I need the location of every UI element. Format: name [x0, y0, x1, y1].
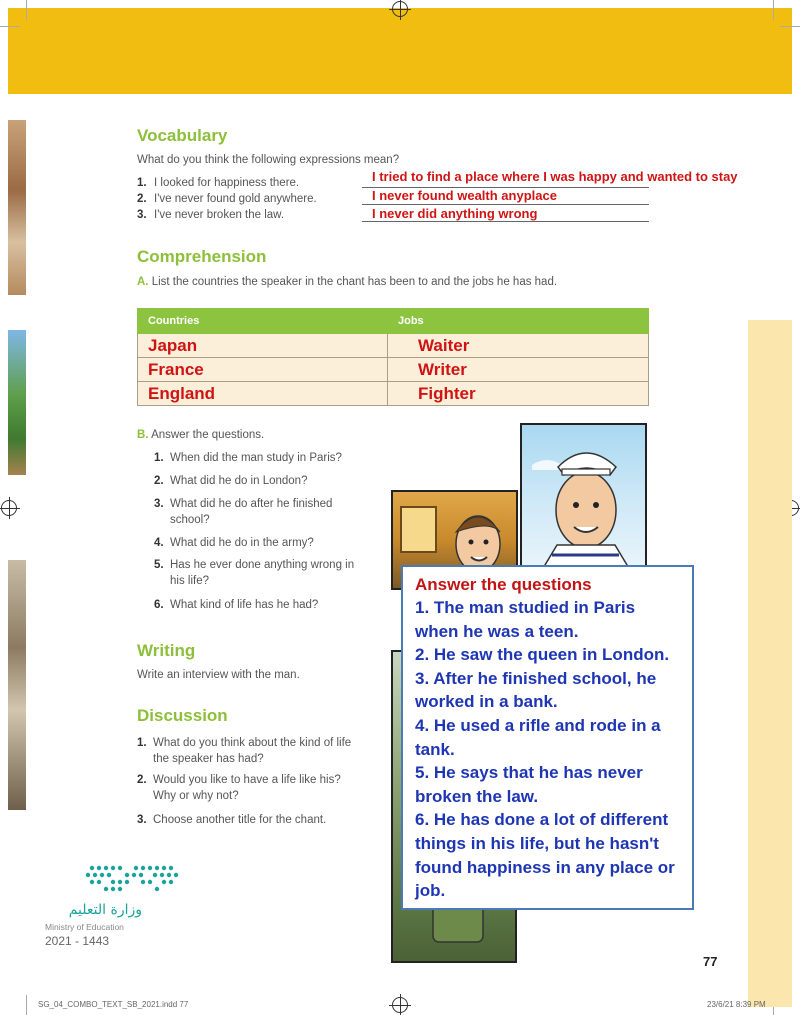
part-a-text: List the countries the speaker in the chant has been to and the jobs he has had. [151, 276, 558, 288]
header-banner [8, 8, 792, 94]
vocab-answer: I never did anything wrong [372, 206, 538, 221]
page-number: 77 [703, 954, 718, 969]
item-number: 4. [154, 537, 164, 549]
writing-heading: Writing [137, 641, 196, 660]
crop-mark [26, 995, 27, 1015]
answer-box-title: Answer the questions [415, 575, 592, 594]
comic-panel-sailor [520, 423, 647, 568]
question-item [154, 450, 342, 466]
answer-line-text: worked in a bank. [415, 692, 558, 712]
question-item [154, 496, 332, 528]
item-number: 1. [137, 737, 147, 749]
answer-line-text: 2. He saw the queen in London. [415, 645, 670, 665]
answer-line-text: things in his life, but he hasn't [415, 833, 659, 853]
registration-mark-icon [392, 997, 408, 1013]
country-cell: England [138, 382, 388, 406]
question-text: Has he ever done anything wrong in [170, 559, 355, 571]
question-text: When did the man study in Paris? [170, 452, 342, 464]
question-text: What did he do in the army? [170, 537, 314, 549]
answer-line-text: tank. [415, 739, 455, 759]
country-cell: France [138, 358, 388, 382]
vocab-item [137, 193, 317, 205]
item-number: 2. [137, 193, 147, 205]
discussion-text: Why or why not? [153, 790, 239, 802]
side-photo-tower [8, 120, 26, 295]
job-cell: Waiter [388, 334, 649, 358]
answer-box [401, 565, 694, 910]
answer-line-text: 4. He used a rifle and rode in a [415, 715, 661, 735]
side-stripe [748, 320, 792, 1007]
question-text: school? [170, 514, 210, 526]
footer-date: 23/6/21 8:39 PM [707, 1000, 766, 1009]
side-photo-palm [8, 330, 26, 475]
vocab-item [137, 209, 284, 221]
question-item [154, 597, 318, 613]
table-row [138, 382, 649, 406]
item-number: 3. [137, 209, 147, 221]
question-text: What did he do in London? [170, 475, 308, 487]
answer-line-text: job. [415, 881, 446, 901]
question-text: What kind of life has he had? [170, 599, 319, 611]
crop-mark [780, 26, 800, 27]
registration-mark-icon [392, 1, 408, 17]
table-row [138, 358, 649, 382]
question-item [154, 535, 314, 551]
table-header-row [138, 309, 649, 334]
logo-arabic: وزارة التعليم [68, 902, 142, 918]
discussion-text: Choose another title for the chant. [153, 814, 327, 826]
question-item [154, 473, 307, 489]
logo-english: Ministry of Education [45, 922, 124, 932]
item-number: 6. [154, 599, 164, 611]
countries-jobs-table [137, 308, 649, 406]
item-number: 1. [154, 452, 164, 464]
column-header: Countries [138, 309, 388, 334]
item-number: 3. [137, 814, 147, 826]
answer-line-text: 5. He says that he has never [415, 763, 643, 783]
question-text: his life? [170, 575, 209, 587]
item-number: 2. [137, 774, 147, 786]
item-number: 5. [154, 559, 164, 571]
crop-mark [0, 26, 20, 27]
writing-text: Write an interview with the man. [137, 669, 300, 681]
part-letter: B. [137, 429, 149, 441]
vocab-item [137, 177, 299, 189]
vocabulary-heading: Vocabulary [137, 126, 228, 145]
vocab-expression: I looked for happiness there. [154, 177, 300, 189]
comprehension-heading: Comprehension [137, 247, 267, 266]
discussion-item [137, 735, 351, 767]
ministry-logo [42, 862, 182, 952]
discussion-item [137, 772, 341, 804]
answer-line-text: 6. He has done a lot of different [415, 810, 669, 830]
item-number: 2. [154, 475, 164, 487]
job-cell: Writer [388, 358, 649, 382]
vocabulary-prompt: What do you think the following expressions mean? [137, 154, 400, 166]
question-text: What did he do after he finished [170, 498, 333, 510]
item-number: 3. [154, 498, 164, 510]
answer-line-text: found happiness in any place or [415, 857, 675, 877]
question-item [154, 557, 354, 589]
answer-line [362, 204, 649, 205]
footer-file: SG_04_COMBO_TEXT_SB_2021.indd 77 [38, 1000, 189, 1009]
column-header: Jobs [388, 309, 649, 334]
job-cell: Fighter [388, 382, 649, 406]
discussion-text: the speaker has had? [153, 753, 264, 765]
dot-pattern-icon [42, 862, 182, 892]
crop-mark [26, 0, 27, 20]
side-photo-building [8, 560, 26, 810]
discussion-text: Would you like to have a life like his? [153, 774, 341, 786]
discussion-item [137, 812, 326, 828]
part-a-instruction [137, 276, 557, 288]
answer-line-text: broken the law. [415, 786, 539, 806]
discussion-text: What do you think about the kind of life [153, 737, 352, 749]
answer-line [362, 221, 649, 222]
crop-mark [773, 0, 774, 20]
logo-year: 2021 - 1443 [45, 934, 110, 948]
registration-mark-icon [1, 500, 17, 516]
item-number: 1. [137, 177, 147, 189]
vocab-answer: I never found wealth anyplace [372, 188, 557, 203]
part-b-text: Answer the questions. [151, 429, 265, 441]
country-cell: Japan [138, 334, 388, 358]
part-b-instruction [137, 429, 264, 441]
answer-line-text: 1. The man studied in Paris [415, 598, 636, 617]
table-row [138, 334, 649, 358]
answer-line-text: 3. After he finished school, he [415, 668, 657, 688]
vocab-answer: I tried to find a place where I was happy and wanted to stay [372, 169, 738, 184]
answer-line-text: when he was a teen. [415, 621, 579, 641]
vocab-expression: I've never broken the law. [154, 209, 285, 221]
vocab-expression: I've never found gold anywhere. [154, 193, 317, 205]
discussion-heading: Discussion [137, 706, 228, 725]
part-letter: A. [137, 276, 149, 288]
